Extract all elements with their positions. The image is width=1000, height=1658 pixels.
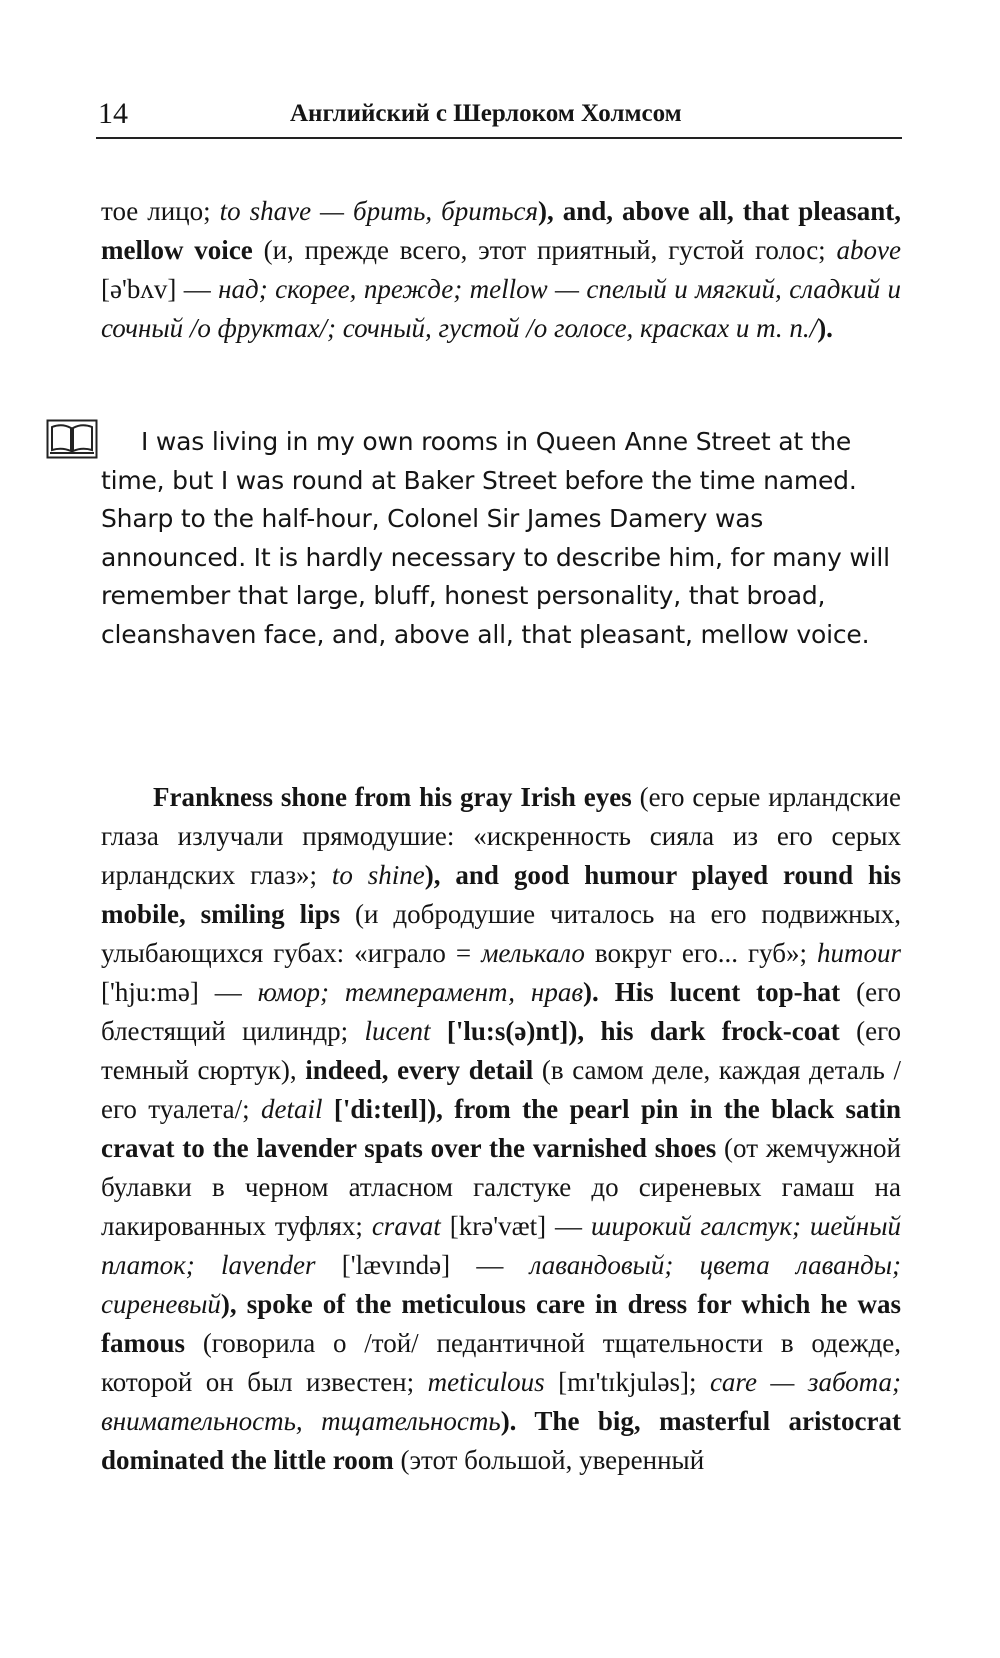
english-text: I was living in my own rooms in Queen Anne Street at the time, but I was round at Baker Street before the time named. Sharp to the half-hour, Colonel Sir James Damery was announced. It is hardly necessary to describe him, for many will remember that large, bluff, honest personality, that broad, cleanshaven face, and, above all, that pleasant, mellow voice. <box>101 427 890 649</box>
gloss-italic: над; скорее, прежде; mellow — спелый и мягкий, сладкий и сочный /о фруктах/; сочный, густой /о голосе, красках и т. п./ <box>101 274 901 343</box>
source-phrase: Frankness shone from his gray Irish eyes <box>153 782 632 812</box>
gloss-text: (этот большой, уверенный <box>393 1445 705 1475</box>
gloss-text: (от жемчужной булавки в черном атласном галстуке до сиреневых гамаш на лакированных туфлях; <box>101 1133 901 1241</box>
gloss-italic: humour <box>817 938 902 968</box>
gloss-text: (и, прежде всего, этот приятный, густой голос; <box>252 235 837 265</box>
gloss-italic: мелькало <box>481 938 585 968</box>
gloss-text: (его серые ирландские глаза излучали прямодушие: «искренность сияла из его серых ирландских глаз»; <box>101 782 901 890</box>
gloss-italic: above <box>836 235 901 265</box>
gloss-italic: широкий галстук; шейный платок; lavender <box>101 1211 901 1280</box>
transcription: ['di:teɪl]), <box>322 1094 455 1124</box>
page-number: 14 <box>98 97 128 130</box>
gloss-italic: care — забота; внимательность, тщательность <box>101 1367 901 1436</box>
transcription: [mɪ'tɪkjuləs]; <box>544 1367 710 1397</box>
gloss-bold: ). <box>500 1406 535 1436</box>
gloss-text: тое лицо; <box>101 196 220 226</box>
gloss-text: (его темный сюртук), <box>101 1016 901 1085</box>
gloss-text: вокруг его... губ»; <box>584 938 817 968</box>
gloss-bold: ), <box>220 1289 247 1319</box>
gloss-text: (его блестящий цилиндр; <box>101 977 901 1046</box>
gloss-italic: лавандовый; цвета лаванды; сиреневый <box>101 1250 901 1319</box>
open-book-icon <box>46 419 98 459</box>
gloss-paragraph-main <box>101 778 901 1480</box>
gloss-italic: detail <box>261 1094 323 1124</box>
gloss-text: (и добродушие читалось на его подвижных, улыбающихся губах: «играло = <box>101 899 901 968</box>
source-phrase: from the pearl pin in the black satin cravat to the lavender spats over the varnished shoes <box>101 1094 902 1163</box>
gloss-italic: to shine <box>331 860 425 890</box>
source-phrase: spoke of the meticulous care in dress for which he was famous <box>101 1289 901 1358</box>
gloss-bold: ), <box>424 860 456 890</box>
transcription: ['lu:s(ə)nt]), <box>430 1016 601 1046</box>
gloss-italic: lucent <box>364 1016 431 1046</box>
source-phrase: and, above all, that pleasant, mellow voice <box>101 196 901 265</box>
transcription: ['lævɪndə] — <box>315 1250 530 1280</box>
gloss-italic: cravat <box>371 1211 441 1241</box>
gloss-bold: ). <box>817 313 833 343</box>
gloss-text: (говорила о /той/ педантичной тщательности в одежде, которой он был известен; <box>101 1328 901 1397</box>
gloss-bold: ). <box>583 977 615 1007</box>
gloss-italic: meticulous <box>427 1367 545 1397</box>
source-phrase: his dark frock-coat <box>600 1016 840 1046</box>
source-phrase: The big, masterful aristocrat dominated the little room <box>101 1406 902 1475</box>
gloss-bold: ), <box>538 196 563 226</box>
gloss-paragraph-top <box>101 192 901 348</box>
gloss-italic: юмор; темперамент, нрав <box>257 977 584 1007</box>
gloss-text: (в самом деле, каждая деталь /его туалета/; <box>101 1055 901 1124</box>
transcription: [ə'bʌv] — <box>101 274 219 304</box>
source-phrase: His lucent top-hat <box>614 977 841 1007</box>
source-phrase: and good humour played round his mobile, smiling lips <box>101 860 901 929</box>
transcription: ['hju:mə] — <box>101 977 258 1007</box>
running-head: Английский с Шерлоком Холмсом <box>290 100 682 127</box>
english-original-paragraph <box>101 423 901 655</box>
header-rule <box>96 137 902 139</box>
source-phrase: indeed, every detail <box>305 1055 534 1085</box>
transcription: [krə'væt] — <box>440 1211 591 1241</box>
gloss-italic: to shave — брить, бриться <box>219 196 539 226</box>
